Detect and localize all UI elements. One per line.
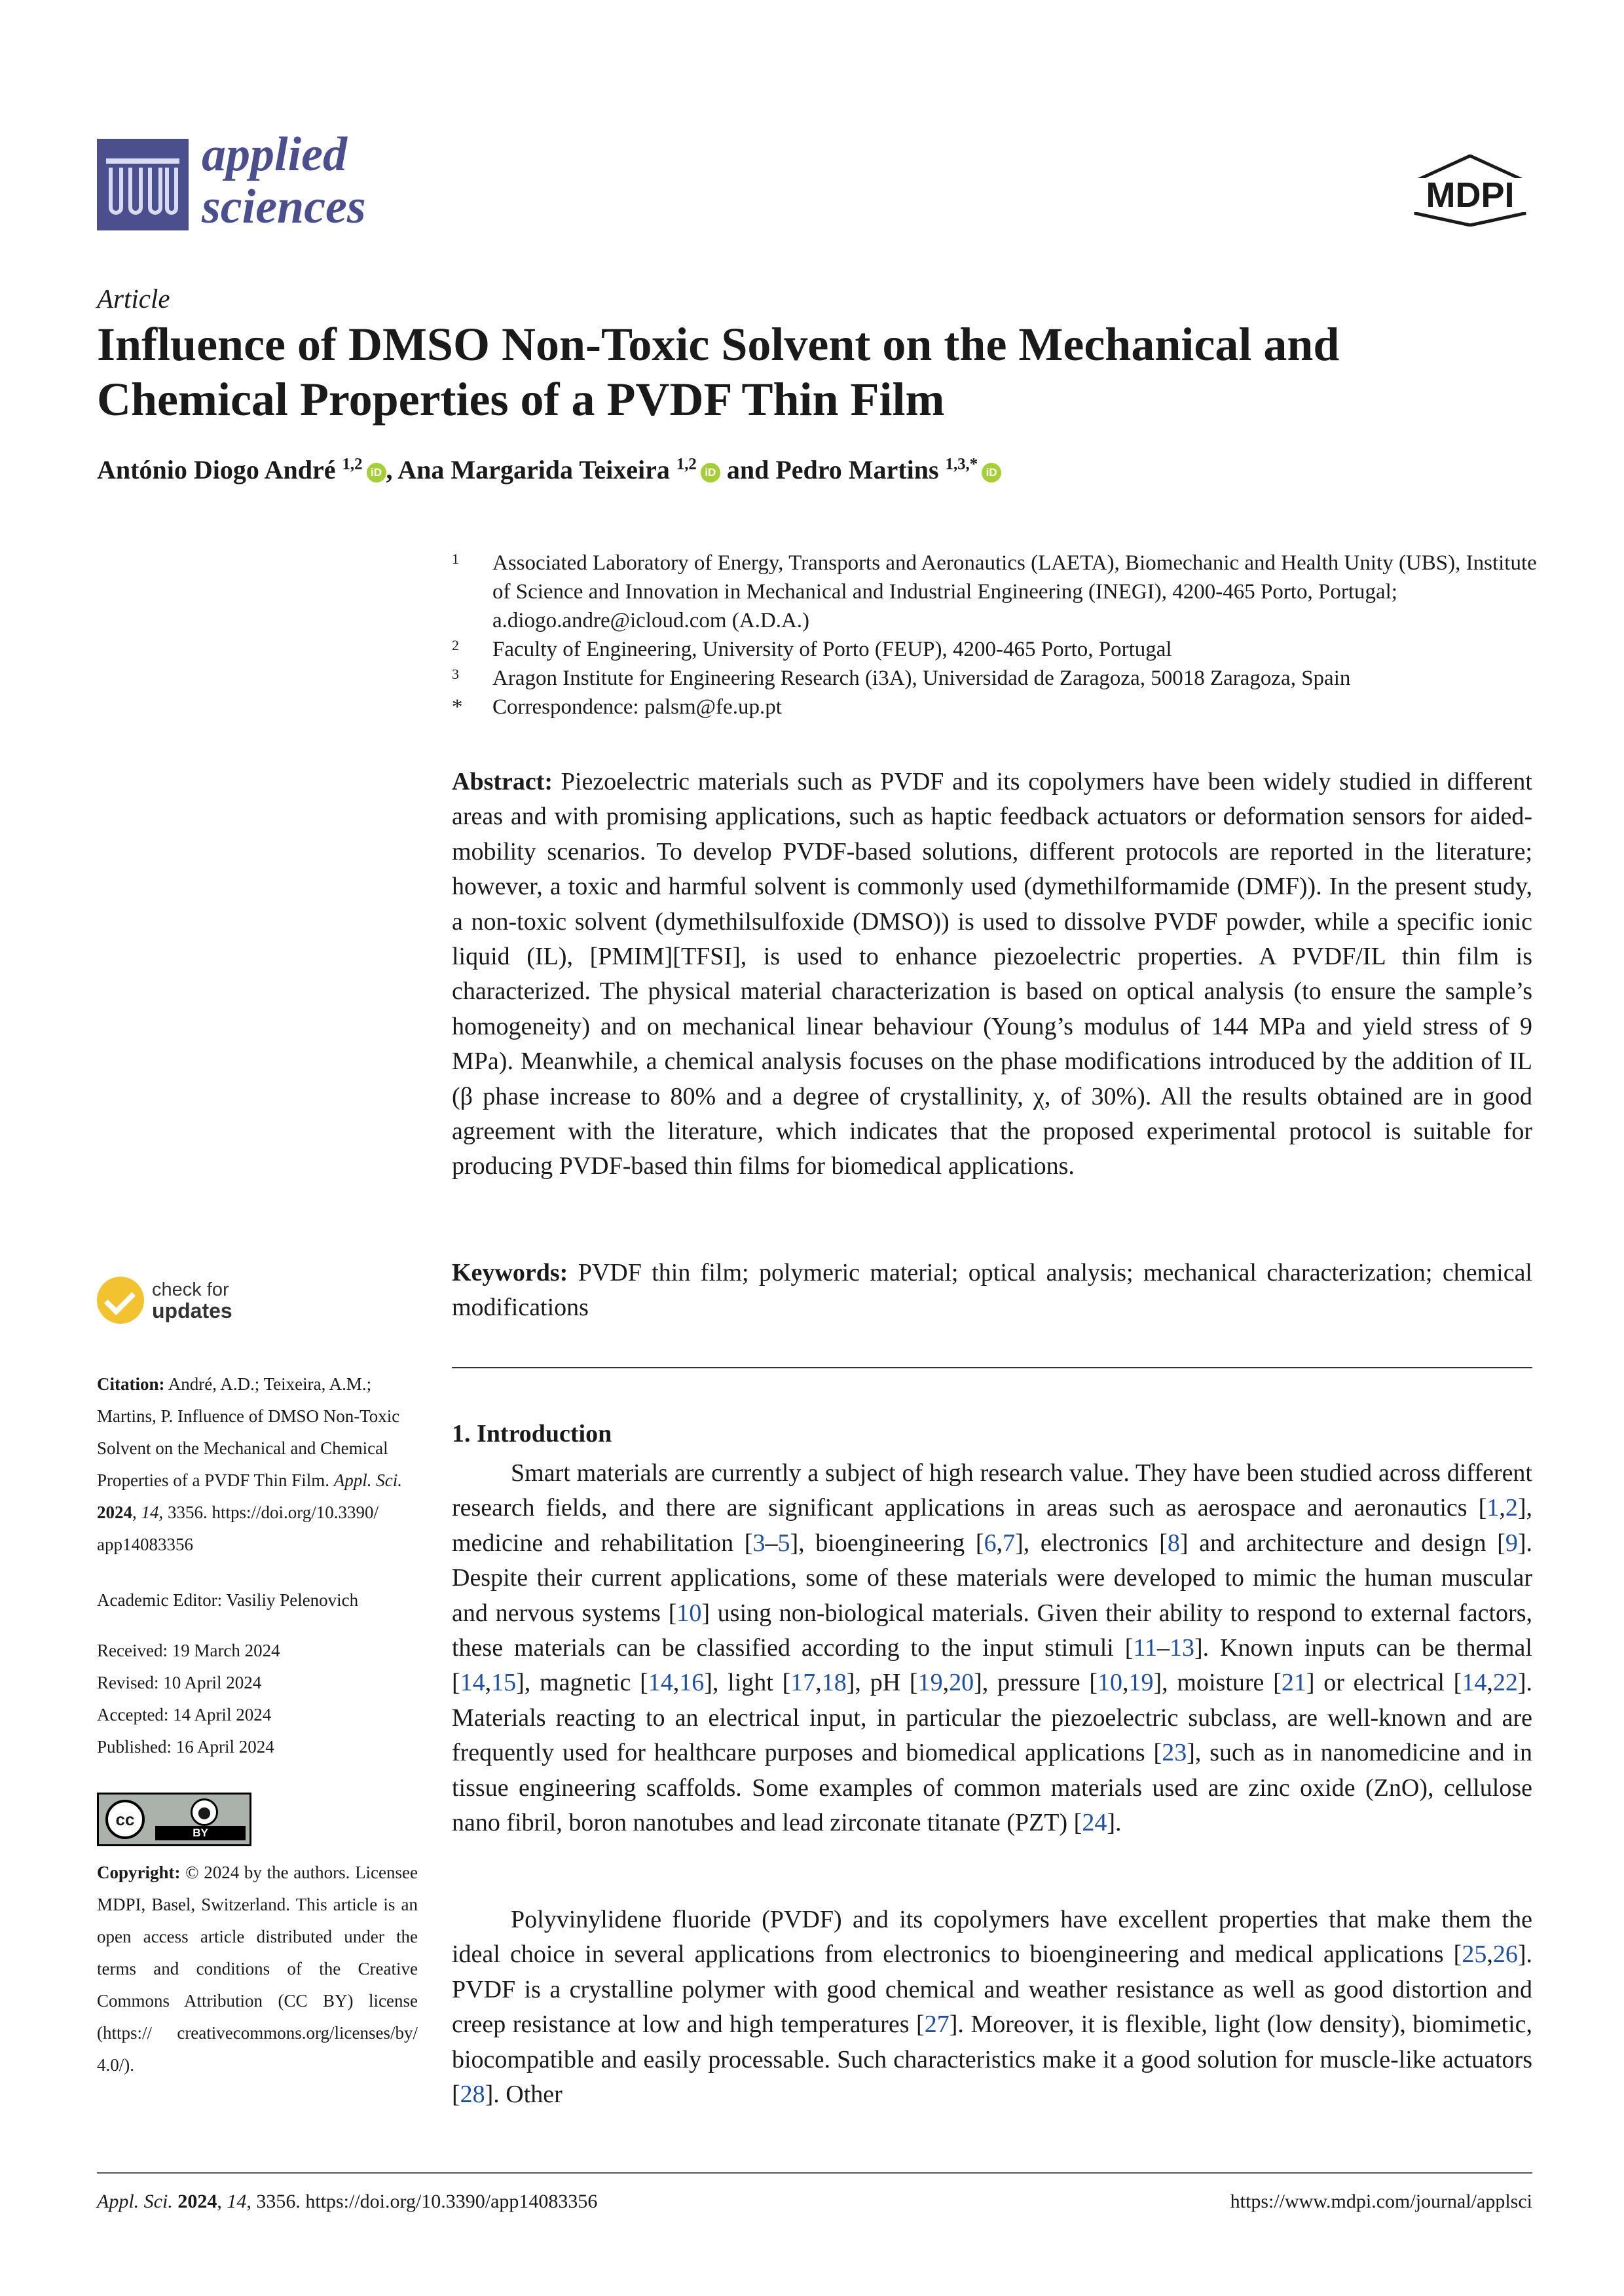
citation-volume: 14 [141, 1503, 159, 1522]
paragraph-text: – [1156, 1634, 1170, 1662]
paragraph-text: ], pressure [ [974, 1669, 1098, 1697]
paragraph-text: ]. Materials reacting to an electrical input, in particular the piezoelectric subclass, are well-known and are frequently used for healthcare purposes and biomedical applications [ [452, 1669, 1532, 1767]
author-separator: , [386, 455, 398, 484]
footer-citation: Appl. Sci. 2024, 14, 3356. https://doi.org/10.3390/app14083356 [97, 2191, 598, 2212]
article-title: Influence of DMSO Non-Toxic Solvent on the Mechanical and Chemical Properties of a PVDF Thin Film [97, 318, 1340, 426]
footer-volume: 14 [227, 2191, 247, 2212]
paragraph-text: ]. Despite their current applications, some of these materials were developed to mimic the human muscular and nervous systems [ [452, 1529, 1532, 1627]
orcid-icon[interactable]: iD [367, 463, 386, 483]
reference-link[interactable]: 26 [1492, 1941, 1518, 1969]
paragraph-text: , [1499, 1494, 1505, 1522]
author-name[interactable]: António Diogo André [97, 455, 336, 484]
paragraph-text: Polyvinylidene fluoride (PVDF) and its copolymers have excellent properties that make them the ideal choice in several applications from electronics to bioengineering and medical applications [ [452, 1906, 1532, 1969]
reference-link[interactable]: 17 [790, 1669, 816, 1697]
mdpi-logo [1408, 155, 1532, 227]
paragraph-text: ], moisture [ [1153, 1669, 1282, 1697]
reference-link[interactable]: 14 [648, 1669, 673, 1697]
orcid-icon[interactable]: iD [701, 463, 720, 483]
reference-link[interactable]: 11 [1133, 1634, 1157, 1662]
journal-logo [97, 139, 189, 230]
attribution-icon: ● [191, 1798, 218, 1826]
citation-block: Citation: André, A.D.; Teixeira, A.M.; Martins, P. Influence of DMSO Non-Toxic Solvent on the Mechanical and Chemical Properties of a PVDF Thin Film. Appl. Sci. 2024, 14, 3356. https://doi.org/10.3390/ app14083356 [97, 1374, 402, 1554]
affiliation-item [452, 635, 1539, 664]
affiliations [452, 549, 1539, 721]
paragraph-text: ], magnetic [ [516, 1669, 648, 1697]
citation-text: André, A.D.; Teixeira, A.M.; Martins, P. Influence of DMSO Non-Toxic Solvent on the Mechanical and Chemical Properties of a PVDF Thin Film. [97, 1374, 400, 1490]
paragraph-text: ] using non-biological materials. Given their ability to respond to external factors, these materials can be classified according to the input stimuli [ [452, 1599, 1532, 1662]
paragraph-text: – [765, 1529, 778, 1557]
reference-link[interactable]: 10 [1098, 1669, 1123, 1697]
author-affiliation-mark: 1,3,* [945, 455, 978, 473]
keywords-text: PVDF thin film; polymeric material; optical analysis; mechanical characterization; chemical modifications [452, 1259, 1532, 1322]
article-type: Article [97, 283, 170, 314]
cc-by-license-badge[interactable] [97, 1793, 251, 1846]
reference-link[interactable]: 28 [460, 2081, 485, 2109]
journal-name-line2: sciences [202, 180, 366, 234]
affiliation-number: 3 [452, 666, 459, 682]
section-divider [452, 1367, 1532, 1368]
author-affiliation-mark: 1,2 [676, 455, 697, 473]
paragraph-text: ]. PVDF is a crystalline polymer with good chemical and weather resistance as well as good distortion and creep resistance at low and high temperatures [ [452, 1941, 1532, 2039]
paragraph-text: ], pH [ [846, 1669, 918, 1697]
affiliation-item [452, 664, 1539, 693]
reference-link[interactable]: 9 [1505, 1529, 1518, 1557]
copyright-text: © 2024 by the authors. Licensee MDPI, Basel, Switzerland. This article is an open access article distributed under the terms and conditions of the Creative Commons Attribution (CC BY) license (https:// creativecommons.org/licenses/by/ 4.0/). [97, 1863, 418, 2075]
reference-link[interactable]: 10 [676, 1599, 702, 1627]
affiliation-item [452, 549, 1539, 635]
paragraph-text: , [1122, 1669, 1129, 1697]
abstract-text: Piezoelectric materials such as PVDF and its copolymers have been widely studied in different areas and with promising applications, such as haptic feedback actuators or deformation sensors for aided-mobility scenarios. To develop PVDF-based solutions, different protocols are reported in the literature; however, a toxic and harmful solvent is commonly used (dymethilformamide (DMF)). In the present study, a non-toxic solvent (dymethilsulfoxide (DMSO)) is used to dissolve PVDF powder, while a specific ionic liquid (IL), [PMIM][TFSI], is used to enhance piezoelectric properties. A PVDF/IL thin film is characterized. The physical material characterization is based on optical analysis (to ensure the sample’s homogeneity) and on mechanical linear behaviour (Young’s modulus of 144 MPa and yield stress of 9 MPa). Meanwhile, a chemical analysis focuses on the phase modifications introduced by the addition of IL (β phase increase to 80% and a degree of crystallinity, χ, of 30%). All the results obtained are in good agreement with the literature, which indicates that the proposed experimental protocol is suitable for producing PVDF-based thin films for biomedical applications. [452, 768, 1532, 1180]
author-name[interactable]: Pedro Martins [775, 455, 939, 484]
correspondence-mark: * [452, 695, 463, 719]
citation-label: Citation: [97, 1374, 165, 1394]
mdpi-text: MDPI [1426, 175, 1515, 215]
accepted-date: Accepted: 14 April 2024 [97, 1705, 272, 1724]
paragraph-text: ], light [ [704, 1669, 791, 1697]
keywords-label: Keywords: [452, 1259, 568, 1286]
revised-date: Revised: 10 April 2024 [97, 1673, 262, 1692]
reference-link[interactable]: 24 [1082, 1809, 1107, 1837]
paragraph-text: , [1486, 1669, 1493, 1697]
paragraph-text: ], medicine and rehabilitation [ [452, 1494, 1532, 1557]
check-for-label: check for [152, 1279, 229, 1300]
reference-link[interactable]: 19 [917, 1669, 943, 1697]
reference-link[interactable]: 7 [1003, 1529, 1016, 1557]
affiliation-number: 2 [452, 637, 459, 653]
section-heading-introduction: 1. Introduction [452, 1420, 612, 1448]
by-label: BY [155, 1826, 246, 1840]
citation-doi[interactable]: , 3356. https://doi.org/10.3390/ app14083356 [97, 1503, 379, 1554]
paragraph-text: ]. [1107, 1809, 1122, 1837]
cc-icon: cc [105, 1800, 145, 1839]
reference-link[interactable]: 13 [1169, 1634, 1194, 1662]
abstract-label: Abstract: [452, 768, 553, 795]
reference-link[interactable]: 8 [1167, 1529, 1180, 1557]
citation-year: 2024 [97, 1503, 132, 1522]
reference-link[interactable]: 23 [1162, 1739, 1187, 1767]
keywords [452, 1256, 1532, 1326]
reference-link[interactable]: 1 [1486, 1494, 1500, 1522]
footer-doi[interactable]: , 3356. https://doi.org/10.3390/app14083356 [246, 2191, 598, 2212]
reference-link[interactable]: 14 [460, 1669, 485, 1697]
paragraph-text: ] and architecture and design [ [1179, 1529, 1505, 1557]
affiliation-text: Faculty of Engineering, University of Porto (FEUP), 4200-465 Porto, Portugal [492, 638, 1172, 661]
introduction-paragraph-1 [452, 1456, 1532, 1840]
correspondence-text: Correspondence: palsm@fe.up.pt [492, 695, 782, 719]
copyright-label: Copyright: [97, 1863, 181, 1882]
paragraph-text: , [996, 1529, 1003, 1557]
paragraph-text: , [1486, 1941, 1493, 1969]
reference-link[interactable]: 3 [752, 1529, 766, 1557]
academic-editor: Academic Editor: Vasiliy Pelenovich [97, 1590, 359, 1610]
reference-link[interactable]: 18 [821, 1669, 847, 1697]
reference-link[interactable]: 5 [777, 1529, 790, 1557]
abstract [452, 765, 1532, 1184]
paragraph-text: ]. Known inputs can be thermal [ [452, 1634, 1532, 1697]
reference-link[interactable]: 27 [924, 2011, 950, 2039]
author-list [97, 454, 1001, 485]
affiliation-number: 1 [452, 551, 459, 567]
affiliation-item [452, 693, 1539, 721]
publication-dates [97, 1635, 424, 1763]
journal-name-line1: applied [202, 128, 347, 181]
footer-journal: Appl. Sci. [97, 2191, 173, 2212]
author-name[interactable]: Ana Margarida Teixeira [397, 455, 670, 484]
footer-year: 2024 [177, 2191, 217, 2212]
author-separator: and [720, 455, 776, 484]
reference-link[interactable]: 2 [1505, 1494, 1518, 1522]
received-date: Received: 19 March 2024 [97, 1641, 280, 1660]
check-icon [97, 1277, 144, 1324]
reference-link[interactable]: 15 [491, 1669, 517, 1697]
author-affiliation-mark: 1,2 [342, 455, 363, 473]
citation-journal: Appl. Sci. [333, 1470, 402, 1490]
copyright-notice [97, 1857, 418, 2081]
paragraph-text: ], bioengineering [ [790, 1529, 984, 1557]
reference-link[interactable]: 21 [1281, 1669, 1306, 1697]
orcid-icon[interactable]: iD [982, 463, 1001, 483]
published-date: Published: 16 April 2024 [97, 1737, 274, 1757]
paragraph-text: ], such as in nanomedicine and in tissue engineering scaffolds. Some examples of common materials used are zinc oxide (ZnO), cellulose nano fibril, boron nanotubes and lead zirconate titanate (PZT) [ [452, 1739, 1532, 1837]
paragraph-text: ]. Other [485, 2081, 563, 2109]
paragraph-text: ], electronics [ [1015, 1529, 1168, 1557]
paragraph-text: , [815, 1669, 822, 1697]
reference-link[interactable]: 22 [1492, 1669, 1518, 1697]
affiliation-text: Associated Laboratory of Energy, Transports and Aeronautics (LAETA), Biomechanic and Health Unity (UBS), Institute of Science and Innovation in Mechanical and Industrial Engineering (INEGI), 4200-465 Porto, Portugal; a.diogo.andre@icloud.com (A.D.A.) [492, 551, 1537, 632]
paragraph-text: Smart materials are currently a subject of high research value. They have been studied across different research fields, and there are significant applications in areas such as aerospace and aeronautics [ [452, 1459, 1532, 1522]
reference-link[interactable]: 19 [1128, 1669, 1154, 1697]
paragraph-text: ] or electrical [ [1306, 1669, 1462, 1697]
affiliation-text: Aragon Institute for Engineering Research (i3A), Universidad de Zaragoza, 50018 Zaragoza, Spain [492, 666, 1351, 690]
reference-link[interactable]: 16 [679, 1669, 705, 1697]
paragraph-text: ]. Moreover, it is flexible, light (low density), biomimetic, biocompatible and easily processable. Such characteristics make it a good solution for muscle-like actuators [ [452, 2011, 1532, 2109]
footer-journal-url[interactable]: https://www.mdpi.com/journal/applsci [1230, 2191, 1532, 2212]
paragraph-text: , [673, 1669, 680, 1697]
paragraph-text: , [942, 1669, 950, 1697]
reference-link[interactable]: 20 [949, 1669, 974, 1697]
journal-name [202, 128, 366, 233]
introduction-paragraph-2 [452, 1903, 1532, 2112]
paragraph-text: , [485, 1669, 492, 1697]
updates-label: updates [152, 1299, 232, 1322]
footer-rule [97, 2172, 1532, 2174]
reference-link[interactable]: 14 [1462, 1669, 1487, 1697]
reference-link[interactable]: 25 [1462, 1941, 1487, 1969]
reference-link[interactable]: 6 [984, 1529, 997, 1557]
